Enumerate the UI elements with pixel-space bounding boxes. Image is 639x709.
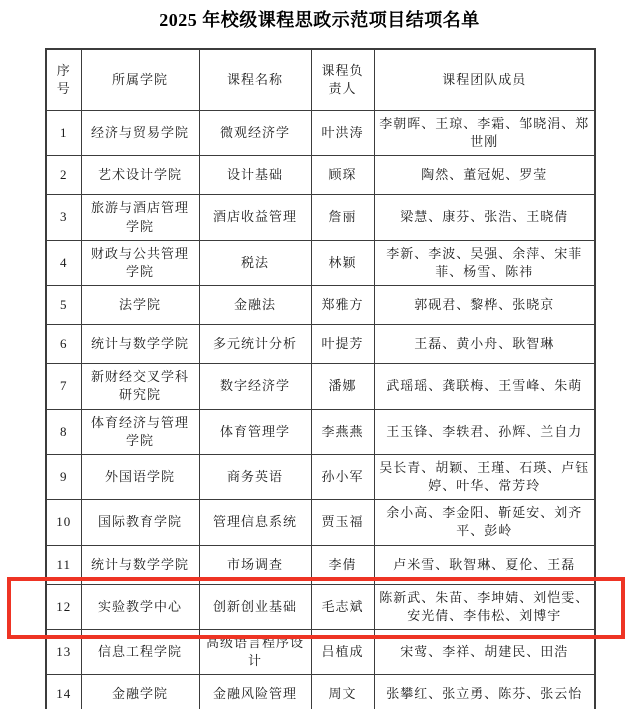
row-number-cell: 10 [46,500,81,545]
college-cell: 新财经交叉学科研究院 [81,364,199,409]
college-cell: 体育经济与管理学院 [81,409,199,454]
course-cell: 微观经济学 [199,111,311,156]
table-row [46,156,595,195]
table-row [46,111,595,156]
team-cell: 王玉锋、李轶君、孙辉、兰自力 [374,409,595,454]
college-cell: 法学院 [81,286,199,325]
course-cell: 多元统计分析 [199,325,311,364]
row-number-cell: 9 [46,454,81,499]
leader-cell: 叶提芳 [311,325,374,364]
college-cell: 艺术设计学院 [81,156,199,195]
team-cell: 卢米雪、耿智琳、夏伦、王磊 [374,545,595,584]
leader-cell: 周文 [311,675,374,709]
course-cell: 市场调查 [199,545,311,584]
college-cell: 经济与贸易学院 [81,111,199,156]
table-row [46,195,595,240]
team-cell: 吴长青、胡颖、王瑾、石瑛、卢钰婷、叶华、常芳玲 [374,454,595,499]
team-cell: 郭砚君、黎桦、张晓京 [374,286,595,325]
leader-cell: 詹丽 [311,195,374,240]
page-title: 2025 年校级课程思政示范项目结项名单 [159,10,480,30]
college-cell: 信息工程学院 [81,630,199,675]
row-number-cell: 2 [46,156,81,195]
table-row [46,675,595,709]
row-number-cell: 11 [46,545,81,584]
table-row [46,325,595,364]
team-cell: 陶然、董冠妮、罗莹 [374,156,595,195]
table-row [46,286,595,325]
leader-cell: 林颖 [311,240,374,285]
leader-cell: 毛志斌 [311,584,374,629]
college-cell: 旅游与酒店管理学院 [81,195,199,240]
table-row [46,364,595,409]
leader-cell: 李倩 [311,545,374,584]
row-number-cell: 5 [46,286,81,325]
college-cell: 财政与公共管理学院 [81,240,199,285]
header-cell-course: 课程名称 [199,49,311,111]
row-number-cell: 3 [46,195,81,240]
leader-cell: 潘娜 [311,364,374,409]
leader-cell: 顾琛 [311,156,374,195]
course-cell: 管理信息系统 [199,500,311,545]
team-cell: 王磊、黄小舟、耿智琳 [374,325,595,364]
table-header-row [46,49,595,111]
header-cell-team: 课程团队成员 [374,49,595,111]
row-number-cell: 1 [46,111,81,156]
row-number-cell: 12 [46,584,81,629]
row-number-cell: 4 [46,240,81,285]
course-cell: 数字经济学 [199,364,311,409]
team-cell: 陈新武、朱苗、李坤婧、刘恺雯、安光倩、李伟松、刘博宇 [374,584,595,629]
course-cell: 商务英语 [199,454,311,499]
team-cell: 武瑶瑶、龚联梅、王雪峰、朱萌 [374,364,595,409]
table-row [46,240,595,285]
header-cell-college: 所属学院 [81,49,199,111]
row-number-cell: 7 [46,364,81,409]
table-body [46,111,595,709]
row-number-cell: 8 [46,409,81,454]
row-number-cell: 13 [46,630,81,675]
results-table [45,48,596,709]
course-cell: 高级语言程序设计 [199,630,311,675]
college-cell: 统计与数学学院 [81,325,199,364]
leader-cell: 贾玉福 [311,500,374,545]
row-number-cell: 14 [46,675,81,709]
course-cell: 金融法 [199,286,311,325]
team-cell: 张攀红、张立勇、陈芬、张云怡 [374,675,595,709]
college-cell: 统计与数学学院 [81,545,199,584]
team-cell: 余小高、李金阳、靳延安、刘齐平、彭岭 [374,500,595,545]
leader-cell: 叶洪涛 [311,111,374,156]
team-cell: 李朝晖、王琼、李霜、邹晓涓、郑世刚 [374,111,595,156]
course-cell: 体育管理学 [199,409,311,454]
table-row [46,500,595,545]
leader-cell: 吕植成 [311,630,374,675]
table-row [46,545,595,584]
table-row [46,454,595,499]
table-row [46,409,595,454]
college-cell: 实验教学中心 [81,584,199,629]
course-cell: 税法 [199,240,311,285]
college-cell: 外国语学院 [81,454,199,499]
team-cell: 李新、李波、吴强、余萍、宋菲菲、杨雪、陈祎 [374,240,595,285]
college-cell: 金融学院 [81,675,199,709]
leader-cell: 李燕燕 [311,409,374,454]
table-row [46,630,595,675]
table-row [46,584,595,629]
row-number-cell: 6 [46,325,81,364]
course-cell: 设计基础 [199,156,311,195]
header-cell-leader: 课程负责人 [311,49,374,111]
course-cell: 酒店收益管理 [199,195,311,240]
team-cell: 梁慧、康芬、张浩、王晓倩 [374,195,595,240]
college-cell: 国际教育学院 [81,500,199,545]
team-cell: 宋莺、李祥、胡建民、田浩 [374,630,595,675]
table-header [46,49,595,111]
leader-cell: 郑雅方 [311,286,374,325]
header-cell-number: 序号 [46,49,81,111]
leader-cell: 孙小军 [311,454,374,499]
course-cell: 创新创业基础 [199,584,311,629]
course-cell: 金融风险管理 [199,675,311,709]
